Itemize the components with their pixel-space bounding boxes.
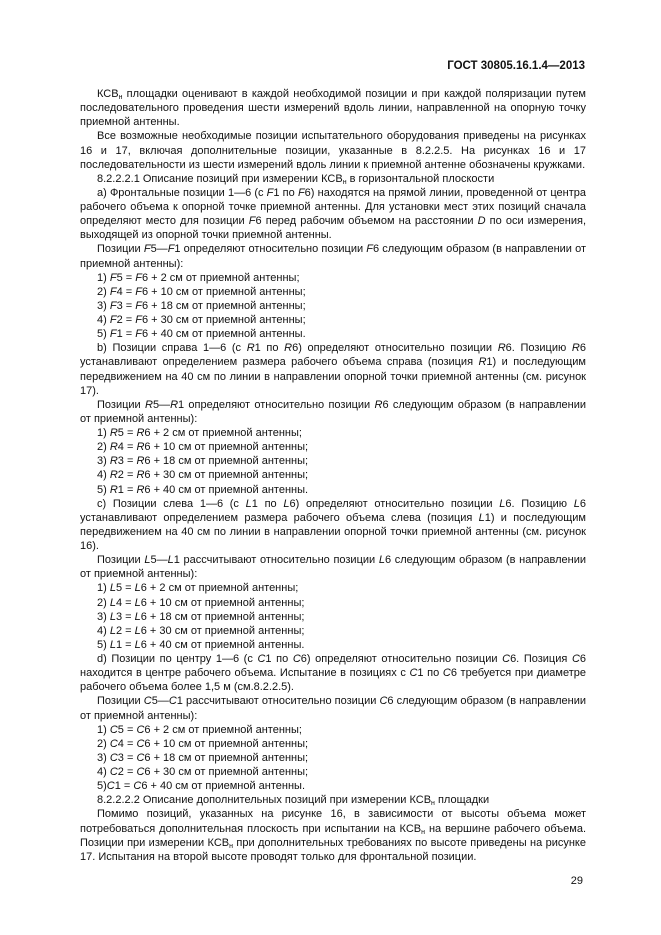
list-item: 4) F2 = F6 + 30 см от приемной антенны; [97, 314, 306, 326]
document-body [80, 87, 586, 864]
page-number: 29 [570, 874, 583, 887]
paragraph: Помимо позиций, указанных на рисунке 16, в зависимости от высоты объема может потребоваться дополнительная плоскость при испытании на $КСВ_н$ на вершине рабочего объема. Позиции при измерении $КСВ_н$ при дополнительных требованиях по высоте приведены на рисунке 17. Испытания на второй высоте проводят только для фронтальной позиции. [80, 808, 586, 863]
paragraph: d) Позиции по центру 1—6 (с C1 по C6) определяют относительно позиции C6. Позиция C6 находится в центре рабочего объема. Испытание в позициях с C1 по C6 требуется при диаметре рабочего объема более 1,5 м (см.8.2.2.5). [80, 653, 587, 694]
list-item: 4) L2 = L6 + 30 см от приемной антенны; [97, 624, 305, 637]
list-item: 4) C2 = C6 + 30 см от приемной антенны; [97, 766, 309, 778]
paragraph: Позиции C5—C1 рассчитывают относительно позиции C6 следующим образом (в направлении от приемной антенны): [80, 695, 587, 722]
paragraph: 8.2.2.2.1 Описание позиций при измерении $КСВ_н$ в горизонтальной плоскости [97, 172, 495, 186]
paragraph: Позиции F5—F1 определяют относительно позиции F6 следующим образом (в направлении от приемной антенны): [80, 243, 587, 270]
list-item: 2) L4 = L6 + 10 см от приемной антенны; [97, 596, 305, 609]
list-item: 4) R2 = R6 + 30 см от приемной антенны; [97, 469, 309, 482]
page-content [80, 87, 586, 888]
list-item: 3) R3 = R6 + 18 см от приемной антенны; [97, 455, 309, 468]
list-item: 1) C5 = C6 + 2 см от приемной антенны; [97, 723, 302, 736]
paragraph: Позиции R5—R1 определяют относительно позиции R6 следующим образом (в направлении от приемной антенны): [80, 398, 587, 425]
paragraph: b) Позиции справа 1—6 (с R1 по R6) определяют относительно позиции R6. Позицию R6 устанавливают определением размера рабочего объема справа (позиция R1) и последующим передвижением на 40 см по линии в направлении опорной точки приемной антенны (см. рисунок 17). [80, 342, 586, 397]
list-item: 3) C3 = C6 + 18 см от приемной антенны; [97, 751, 309, 764]
paragraph: с) Позиции слева 1—6 (с L1 по L6) определяют относительно позиции L6. Позицию L6 устанавливают определением размера рабочего объема слева (позиция L1) и последующим передвижением на 40 см по линии в направлении опорной точки приемной антенны (см. рисунок 16). [80, 497, 586, 552]
list-item: 5) F1 = F6 + 40 см от приемной антенны. [97, 328, 306, 341]
document-id-header: ГОСТ 30805.16.1.4—2013 [447, 60, 585, 72]
list-item: 1) F5 = F6 + 2 см от приемной антенны; [97, 271, 300, 284]
list-item: 1) L5 = L6 + 2 см от приемной антенны; [97, 582, 299, 595]
list-item: 5) L1 = L6 + 40 см от приемной антенны. [97, 638, 305, 651]
paragraph: Все возможные необходимые позиции испытательного оборудования приведены на рисунках 16 и 17, включая дополнительные позиции, указанные в 8.2.2.5. На рисунках 16 и 17 последовательности из шести измерений вдоль линии к приемной антенне обозначены кружками. [80, 130, 586, 171]
paragraph: 8.2.2.2.2 Описание дополнительных позиций при измерении $КСВ_н$ площадки [97, 794, 490, 808]
list-item: 5)C1 = C6 + 40 см от приемной антенны. [97, 780, 306, 793]
list-item: 2) R4 = R6 + 10 см от приемной антенны; [97, 441, 309, 454]
list-item: 1) R5 = R6 + 2 см от приемной антенны; [97, 427, 302, 439]
paragraph: Позиции L5—L1 рассчитывают относительно позиции L6 следующим образом (в направлении от приемной антенны): [80, 554, 587, 581]
list-item: 3) F3 = F6 + 18 см от приемной антенны; [97, 299, 306, 312]
paragraph: а) Фронтальные позиции 1—6 (с F1 по F6) находятся на прямой линии, проведенной от центра рабочего объема к опорной точке приемной антенны. Для установки мест этих позиций сначала определяют место для позиции F6 перед рабочим объемом на расстоянии D по оси измерения, выходящей из опорной точки приемной антенны. [80, 186, 587, 242]
list-item: 2) C4 = C6 + 10 см от приемной антенны; [97, 737, 309, 750]
list-item: 5) R1 = R6 + 40 см от приемной антенны. [97, 483, 309, 496]
paragraph: $КСВ_н$ площадки оценивают в каждой необходимой позиции и при каждой поляризации путем последовательного проведения шести измерений вдоль линии, направленной на опорную точку приемной антенны. [80, 88, 586, 129]
list-item: 2) F4 = F6 + 10 см от приемной антенны; [97, 285, 306, 298]
list-item: 3) L3 = L6 + 18 см от приемной антенны; [97, 610, 305, 623]
